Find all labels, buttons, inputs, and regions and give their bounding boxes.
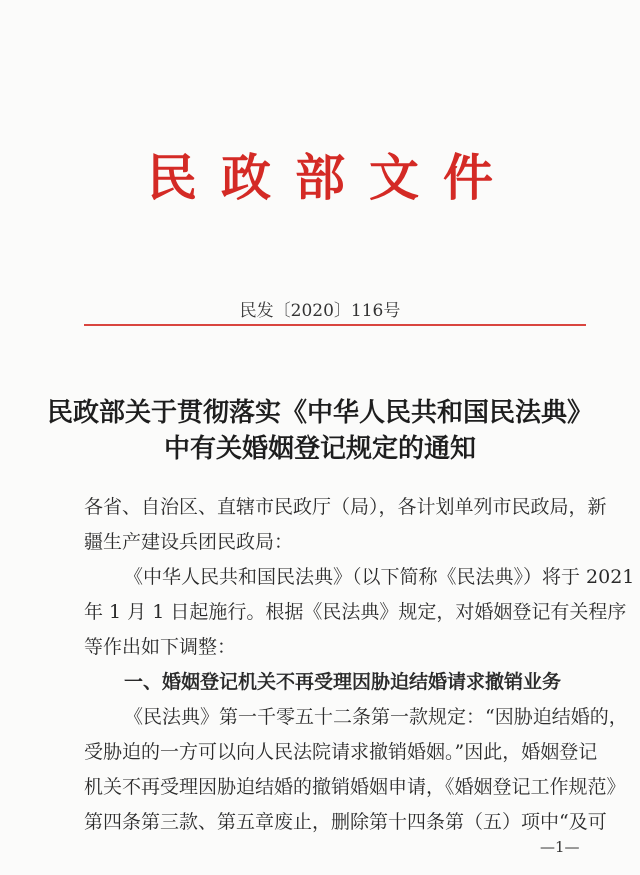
body-text-line: 第四条第三款、第五章废止，删除第十四条第（五）项中“及可 [84,811,607,833]
body-text-line: 机关不再受理因胁迫结婚的撤销婚姻申请，《婚姻登记工作规范》 [84,776,626,798]
body-text-line: 《民法典》第一千零五十二条第一款规定：“因胁迫结婚的， [124,706,628,728]
body-text-line: 等作出如下调整： [84,636,237,658]
body-text-line: 年 1 月 1 日起施行。根据《民法典》规定，对婚姻登记有关程序 [84,601,627,623]
body-text-line: 《中华人民共和国民法典》（以下简称《民法典》）将于 2021 [124,566,635,588]
document-title-line-1: 民政部关于贯彻落实《中华人民共和国民法典》 [46,398,593,428]
document-number: 民发〔2020〕116号 [239,301,401,321]
section-heading: 一、婚姻登记机关不再受理因胁迫结婚请求撤销业务 [124,671,562,693]
body-text-line: 疆生产建设兵团民政局： [84,531,294,553]
document-title-line-2: 中有关婚姻登记规定的通知 [163,434,476,464]
body-text-line: 各省、自治区、直辖市民政厅（局），各计划单列市民政局，新 [84,496,607,518]
body-text-line: 受胁迫的一方可以向人民法院请求撤销婚姻。”因此，婚姻登记 [84,741,598,763]
red-divider [84,324,586,326]
page-number: —1— [540,838,580,856]
document-header: 民政部文件 [147,148,517,207]
document-body [84,490,635,840]
